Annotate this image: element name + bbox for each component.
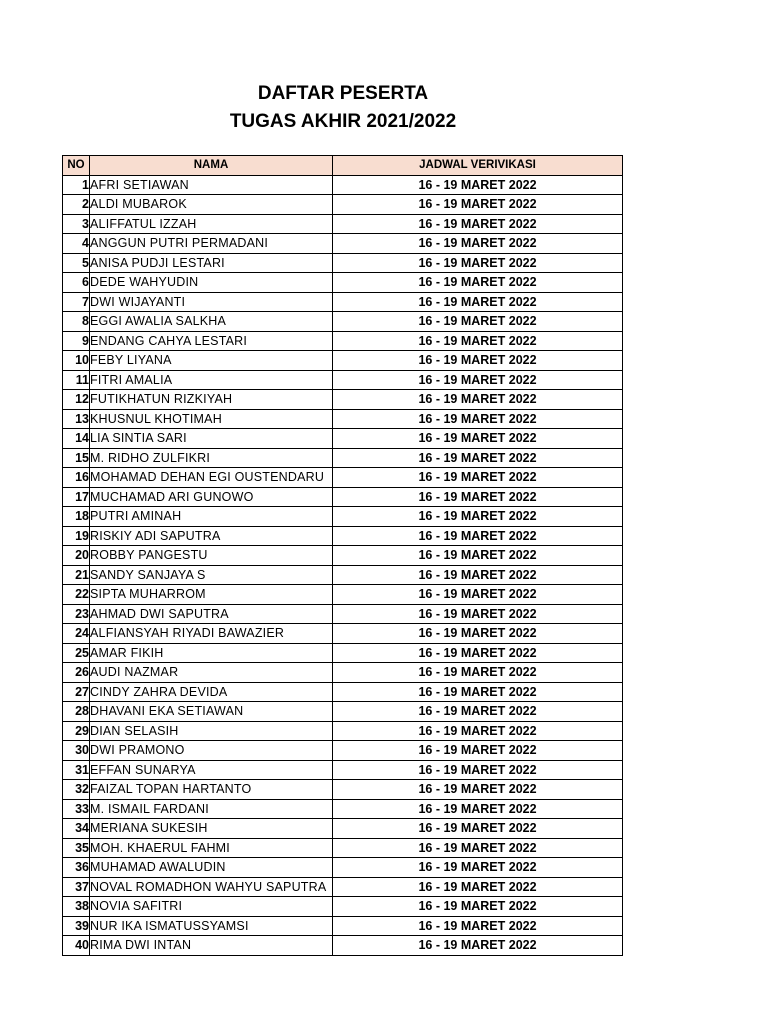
verification-schedule: 16 - 19 MARET 2022 xyxy=(333,312,623,332)
participant-name: FEBY LIYANA xyxy=(90,351,333,371)
participant-name: DWI WIJAYANTI xyxy=(90,292,333,312)
participant-name: DIAN SELASIH xyxy=(90,721,333,741)
row-number: 30 xyxy=(63,741,90,761)
participant-name: ALFIANSYAH RIYADI BAWAZIER xyxy=(90,624,333,644)
participant-table xyxy=(62,155,623,956)
table-row xyxy=(63,760,623,780)
row-number: 27 xyxy=(63,682,90,702)
title-line-2: TUGAS AKHIR 2021/2022 xyxy=(229,111,457,132)
row-number: 5 xyxy=(63,253,90,273)
participant-name: FITRI AMALIA xyxy=(90,370,333,390)
participant-name: DWI PRAMONO xyxy=(90,741,333,761)
row-number: 16 xyxy=(63,468,90,488)
row-number: 19 xyxy=(63,526,90,546)
verification-schedule: 16 - 19 MARET 2022 xyxy=(333,370,623,390)
row-number: 37 xyxy=(63,877,90,897)
row-number: 15 xyxy=(63,448,90,468)
verification-schedule: 16 - 19 MARET 2022 xyxy=(333,429,623,449)
participant-name: LIA SINTIA SARI xyxy=(90,429,333,449)
verification-schedule: 16 - 19 MARET 2022 xyxy=(333,175,623,195)
table-row xyxy=(63,936,623,956)
table-row xyxy=(63,682,623,702)
verification-schedule: 16 - 19 MARET 2022 xyxy=(333,936,623,956)
row-number: 39 xyxy=(63,916,90,936)
table-row xyxy=(63,507,623,527)
table-row xyxy=(63,390,623,410)
table-row xyxy=(63,624,623,644)
participant-name: KHUSNUL KHOTIMAH xyxy=(90,409,333,429)
table-row xyxy=(63,585,623,605)
verification-schedule: 16 - 19 MARET 2022 xyxy=(333,897,623,917)
verification-schedule: 16 - 19 MARET 2022 xyxy=(333,741,623,761)
verification-schedule: 16 - 19 MARET 2022 xyxy=(333,195,623,215)
participant-name: RISKIY ADI SAPUTRA xyxy=(90,526,333,546)
table-row xyxy=(63,526,623,546)
table-row xyxy=(63,214,623,234)
participant-name: FUTIKHATUN RIZKIYAH xyxy=(90,390,333,410)
header-row xyxy=(63,156,623,176)
participant-name: PUTRI AMINAH xyxy=(90,507,333,527)
participant-name: MOH. KHAERUL FAHMI xyxy=(90,838,333,858)
table-row xyxy=(63,448,623,468)
participant-name: M. ISMAIL FARDANI xyxy=(90,799,333,819)
table-row xyxy=(63,429,623,449)
verification-schedule: 16 - 19 MARET 2022 xyxy=(333,916,623,936)
participant-name: DHAVANI EKA SETIAWAN xyxy=(90,702,333,722)
table-row xyxy=(63,253,623,273)
header-no: NO xyxy=(63,156,90,176)
verification-schedule: 16 - 19 MARET 2022 xyxy=(333,799,623,819)
verification-schedule: 16 - 19 MARET 2022 xyxy=(333,624,623,644)
verification-schedule: 16 - 19 MARET 2022 xyxy=(333,409,623,429)
row-number: 34 xyxy=(63,819,90,839)
table-row xyxy=(63,546,623,566)
table-row xyxy=(63,916,623,936)
row-number: 10 xyxy=(63,351,90,371)
table-row xyxy=(63,721,623,741)
row-number: 22 xyxy=(63,585,90,605)
verification-schedule: 16 - 19 MARET 2022 xyxy=(333,585,623,605)
participant-name: EGGI AWALIA SALKHA xyxy=(90,312,333,332)
participant-name: AFRI SETIAWAN xyxy=(90,175,333,195)
row-number: 40 xyxy=(63,936,90,956)
row-number: 25 xyxy=(63,643,90,663)
participant-name: AMAR FIKIH xyxy=(90,643,333,663)
row-number: 23 xyxy=(63,604,90,624)
verification-schedule: 16 - 19 MARET 2022 xyxy=(333,487,623,507)
table-row xyxy=(63,312,623,332)
verification-schedule: 16 - 19 MARET 2022 xyxy=(333,819,623,839)
table-row xyxy=(63,604,623,624)
participant-name: MOHAMAD DEHAN EGI OUSTENDARU xyxy=(90,468,333,488)
table-row xyxy=(63,487,623,507)
verification-schedule: 16 - 19 MARET 2022 xyxy=(333,760,623,780)
verification-schedule: 16 - 19 MARET 2022 xyxy=(333,604,623,624)
row-number: 1 xyxy=(63,175,90,195)
table-row xyxy=(63,897,623,917)
document-title xyxy=(0,80,686,136)
table-row xyxy=(63,877,623,897)
table-row xyxy=(63,351,623,371)
verification-schedule: 16 - 19 MARET 2022 xyxy=(333,643,623,663)
participant-name: M. RIDHO ZULFIKRI xyxy=(90,448,333,468)
table-row xyxy=(63,195,623,215)
row-number: 29 xyxy=(63,721,90,741)
table-row xyxy=(63,331,623,351)
verification-schedule: 16 - 19 MARET 2022 xyxy=(333,780,623,800)
verification-schedule: 16 - 19 MARET 2022 xyxy=(333,390,623,410)
participant-name: ALDI MUBAROK xyxy=(90,195,333,215)
verification-schedule: 16 - 19 MARET 2022 xyxy=(333,214,623,234)
table-row xyxy=(63,175,623,195)
participant-name: CINDY ZAHRA DEVIDA xyxy=(90,682,333,702)
verification-schedule: 16 - 19 MARET 2022 xyxy=(333,351,623,371)
verification-schedule: 16 - 19 MARET 2022 xyxy=(333,877,623,897)
participant-name: RIMA DWI INTAN xyxy=(90,936,333,956)
participant-name: MUHAMAD AWALUDIN xyxy=(90,858,333,878)
header-nama: NAMA xyxy=(90,156,333,176)
participant-name: ALIFFATUL IZZAH xyxy=(90,214,333,234)
table-row xyxy=(63,663,623,683)
row-number: 36 xyxy=(63,858,90,878)
row-number: 17 xyxy=(63,487,90,507)
header-jadwal: JADWAL VERIVIKASI xyxy=(333,156,623,176)
row-number: 12 xyxy=(63,390,90,410)
table-row xyxy=(63,234,623,254)
table-row xyxy=(63,643,623,663)
table-body xyxy=(63,175,623,955)
verification-schedule: 16 - 19 MARET 2022 xyxy=(333,273,623,293)
participant-name: AHMAD DWI SAPUTRA xyxy=(90,604,333,624)
verification-schedule: 16 - 19 MARET 2022 xyxy=(333,838,623,858)
participant-name: ANISA PUDJI LESTARI xyxy=(90,253,333,273)
verification-schedule: 16 - 19 MARET 2022 xyxy=(333,721,623,741)
table-header xyxy=(63,156,623,176)
table-row xyxy=(63,565,623,585)
verification-schedule: 16 - 19 MARET 2022 xyxy=(333,253,623,273)
participant-name: MUCHAMAD ARI GUNOWO xyxy=(90,487,333,507)
row-number: 26 xyxy=(63,663,90,683)
table-row xyxy=(63,468,623,488)
table-row xyxy=(63,819,623,839)
verification-schedule: 16 - 19 MARET 2022 xyxy=(333,448,623,468)
row-number: 21 xyxy=(63,565,90,585)
participant-name: ENDANG CAHYA LESTARI xyxy=(90,331,333,351)
verification-schedule: 16 - 19 MARET 2022 xyxy=(333,565,623,585)
table-row xyxy=(63,702,623,722)
table-row xyxy=(63,741,623,761)
verification-schedule: 16 - 19 MARET 2022 xyxy=(333,526,623,546)
row-number: 31 xyxy=(63,760,90,780)
row-number: 13 xyxy=(63,409,90,429)
table-row xyxy=(63,292,623,312)
verification-schedule: 16 - 19 MARET 2022 xyxy=(333,507,623,527)
table-row xyxy=(63,370,623,390)
participant-name: ANGGUN PUTRI PERMADANI xyxy=(90,234,333,254)
row-number: 3 xyxy=(63,214,90,234)
row-number: 38 xyxy=(63,897,90,917)
participant-name: AUDI NAZMAR xyxy=(90,663,333,683)
participant-name: SANDY SANJAYA S xyxy=(90,565,333,585)
table-row xyxy=(63,799,623,819)
verification-schedule: 16 - 19 MARET 2022 xyxy=(333,663,623,683)
participant-name: SIPTA MUHARROM xyxy=(90,585,333,605)
table-row xyxy=(63,409,623,429)
verification-schedule: 16 - 19 MARET 2022 xyxy=(333,546,623,566)
row-number: 20 xyxy=(63,546,90,566)
verification-schedule: 16 - 19 MARET 2022 xyxy=(333,468,623,488)
table-row xyxy=(63,858,623,878)
row-number: 28 xyxy=(63,702,90,722)
verification-schedule: 16 - 19 MARET 2022 xyxy=(333,682,623,702)
participant-name: NOVIA SAFITRI xyxy=(90,897,333,917)
verification-schedule: 16 - 19 MARET 2022 xyxy=(333,858,623,878)
verification-schedule: 16 - 19 MARET 2022 xyxy=(333,234,623,254)
row-number: 11 xyxy=(63,370,90,390)
verification-schedule: 16 - 19 MARET 2022 xyxy=(333,331,623,351)
title-line-1: DAFTAR PESERTA xyxy=(257,83,429,104)
row-number: 7 xyxy=(63,292,90,312)
row-number: 2 xyxy=(63,195,90,215)
row-number: 32 xyxy=(63,780,90,800)
row-number: 6 xyxy=(63,273,90,293)
participant-name: FAIZAL TOPAN HARTANTO xyxy=(90,780,333,800)
verification-schedule: 16 - 19 MARET 2022 xyxy=(333,702,623,722)
participant-name: ROBBY PANGESTU xyxy=(90,546,333,566)
table-row xyxy=(63,780,623,800)
verification-schedule: 16 - 19 MARET 2022 xyxy=(333,292,623,312)
participant-name: MERIANA SUKESIH xyxy=(90,819,333,839)
row-number: 35 xyxy=(63,838,90,858)
row-number: 14 xyxy=(63,429,90,449)
participant-name: EFFAN SUNARYA xyxy=(90,760,333,780)
row-number: 33 xyxy=(63,799,90,819)
participant-name: NOVAL ROMADHON WAHYU SAPUTRA xyxy=(90,877,333,897)
table-row xyxy=(63,273,623,293)
row-number: 4 xyxy=(63,234,90,254)
row-number: 8 xyxy=(63,312,90,332)
row-number: 18 xyxy=(63,507,90,527)
participant-name: DEDE WAHYUDIN xyxy=(90,273,333,293)
row-number: 24 xyxy=(63,624,90,644)
table-row xyxy=(63,838,623,858)
participant-name: NUR IKA ISMATUSSYAMSI xyxy=(90,916,333,936)
row-number: 9 xyxy=(63,331,90,351)
